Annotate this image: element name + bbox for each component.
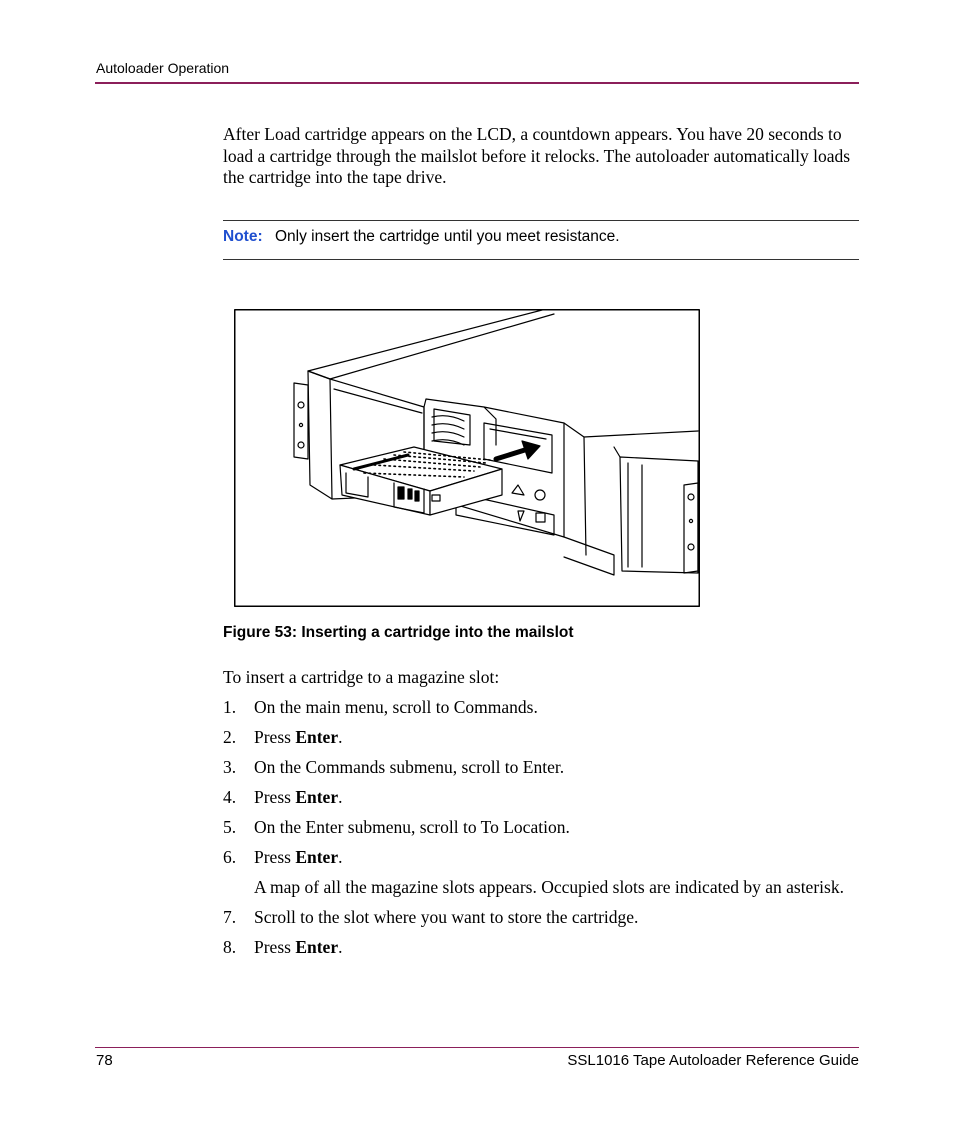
- step-item: [223, 907, 859, 929]
- procedure-steps: [223, 697, 859, 967]
- guide-title: SSL1016 Tape Autoloader Reference Guide: [567, 1052, 859, 1069]
- note-text: Only insert the cartridge until you meet resistance.: [275, 228, 620, 245]
- figure-caption: Figure 53: Inserting a cartridge into the mailslot: [223, 624, 574, 641]
- figure-illustration: [234, 309, 700, 607]
- running-header: Autoloader Operation: [96, 60, 230, 76]
- grip-ridge: [432, 424, 464, 429]
- key-name: Enter: [295, 847, 339, 867]
- mailslot-opening: [484, 423, 552, 473]
- step-number: 2.: [223, 727, 237, 747]
- step-text: On the Enter submenu, scroll to To Location.: [254, 817, 570, 837]
- step-text: Press: [254, 787, 296, 807]
- cancel-button-icon: [535, 490, 545, 500]
- chassis-top-back-edge: [308, 309, 546, 371]
- step-text: Press: [254, 727, 296, 747]
- grip-ridge: [432, 416, 464, 421]
- step-text: On the main menu, scroll to Commands.: [254, 697, 538, 717]
- key-name: Enter: [295, 937, 339, 957]
- down-button-icon: [518, 511, 524, 521]
- step-text: Press: [254, 847, 296, 867]
- step-text: Scroll to the slot where you want to store the cartridge.: [254, 907, 639, 927]
- chassis-right-top: [564, 423, 698, 437]
- intro-paragraph: After Load cartridge appears on the LCD, a countdown appears. You have 20 seconds to load a cartridge through the mailslot before it relocks. The autoloader automatically loads the cartridge into the tape drive.: [223, 124, 851, 187]
- left-front-panel: [308, 371, 332, 499]
- chassis-top-front-edge: [330, 314, 554, 379]
- grip-ridge: [432, 432, 464, 437]
- enter-button-icon: [536, 513, 545, 522]
- step-text: Press: [254, 937, 296, 957]
- step-number: 4.: [223, 787, 237, 807]
- autoloader-illustration: [234, 309, 700, 607]
- header-rule: [95, 82, 859, 84]
- step-number: 3.: [223, 757, 237, 777]
- step-text: On the Commands submenu, scroll to Enter.: [254, 757, 565, 777]
- right-front-panel: [620, 457, 698, 573]
- right-ear-screw-bottom: [688, 544, 694, 550]
- procedure-lead: To insert a cartridge to a magazine slot:: [223, 667, 500, 687]
- step-number: 8.: [223, 937, 237, 957]
- step-item: [223, 757, 859, 779]
- step-note: A map of all the magazine slots appears. Occupied slots are indicated by an asterisk.: [254, 877, 844, 897]
- insertion-arrow-shaft: [496, 449, 528, 459]
- insertion-arrow-head: [522, 441, 540, 459]
- page-number: 78: [96, 1052, 113, 1069]
- step-item: [223, 697, 859, 719]
- right-ear-screw-top: [688, 494, 694, 500]
- step-item: 2. Press Enter.: [223, 727, 343, 747]
- right-rack-ear: [684, 483, 698, 573]
- step-item: 4. Press Enter.: [223, 787, 343, 807]
- left-ear-screw-top: [298, 402, 304, 408]
- up-button-icon: [512, 485, 524, 495]
- step-number: 6.: [223, 847, 237, 867]
- step-number: 1.: [223, 697, 237, 717]
- key-name: Enter: [295, 787, 339, 807]
- step-number: 7.: [223, 907, 237, 927]
- step-item: 8. Press Enter.: [223, 937, 343, 957]
- write-protect-tab: [398, 487, 404, 499]
- step-item: 6. Press Enter.: [223, 847, 343, 867]
- key-name: Enter: [295, 727, 339, 747]
- note-label: Note:: [223, 228, 263, 245]
- footer-rule: [95, 1047, 859, 1048]
- step-number: 5.: [223, 817, 237, 837]
- left-ear-screw-bottom: [298, 442, 304, 448]
- note-box: [223, 220, 859, 260]
- step-item: [223, 817, 859, 839]
